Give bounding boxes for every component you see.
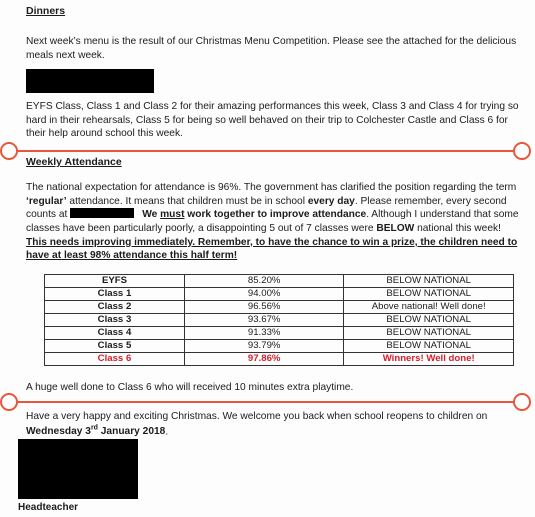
headteacher-label: Headteacher [18,502,79,513]
closing-date-part: January 2018 [97,426,166,438]
redacted-inline [70,208,134,218]
attendance-table [44,274,514,366]
divider-line [14,150,521,152]
attendance-text-bold: ‘regular’ [26,195,67,207]
class-cell: Class 3 [45,314,185,327]
divider-line [14,401,521,403]
percent-cell: 96.56% [184,301,343,314]
attendance-text-bold: BELOW [376,223,415,235]
table-row [45,288,514,301]
divider-ring-icon [0,142,18,160]
closing-text-part: Have a very happy and exciting Christmas. We welcome you back when school reopens to children on [26,411,488,422]
status-cell: BELOW NATIONAL [344,327,514,340]
status-cell: BELOW NATIONAL [344,275,514,288]
attendance-text: . Although I understand that some classes have been particularly poorly, a disappointing 5 out of 7 classes were [26,209,519,235]
status-cell: Above national! Well done! [344,301,514,314]
well-done-text: A huge well done to Class 6 who will received 10 minutes extra playtime. [26,382,354,393]
attendance-text-bold: work together to improve attendance [184,209,367,221]
percent-cell: 93.79% [184,340,343,353]
closing-date-part: Wednesday 3 [26,426,91,438]
attendance-text: The national expectation for attendance is 96%. The government has clarified the position regarding the term [26,182,517,193]
redacted-block [26,69,154,93]
attendance-table-body [45,275,514,366]
attendance-paragraph [26,181,520,263]
attendance-heading: Weekly Attendance [26,156,122,168]
attendance-text: national this week! [414,223,501,235]
percent-cell: 91.33% [184,327,343,340]
attendance-text-bold: We [142,209,161,221]
divider-ring-icon [0,393,18,411]
table-row [45,327,514,340]
praise-text: EYFS Class, Class 1 and Class 2 for their amazing performances this week, Class 3 and Class 4 for trying so hard in their rehearsals, Class 5 for being so well behaved on their trip to Colchester Castle and Class 6 for their help around school this week. [26,101,519,140]
closing-text [26,410,520,439]
divider-ring-icon [513,393,531,411]
attendance-text-bold: every day [307,195,355,207]
class-cell: Class 1 [45,288,185,301]
dinners-heading: Dinners [26,5,66,17]
divider-ring-icon [513,142,531,160]
dinners-text: Next week’s menu is the result of our Christmas Menu Competition. Please see the attached for the delicious meals next week. [26,36,517,61]
status-cell: Winners! Well done! [344,353,514,366]
class-cell: Class 6 [45,353,185,366]
class-cell: Class 2 [45,301,185,314]
percent-cell: 97.86% [184,353,343,366]
table-row [45,340,514,353]
table-row [45,301,514,314]
attendance-text-bold: must [160,209,185,221]
class-cell: Class 5 [45,340,185,353]
redacted-signature [18,439,138,499]
class-cell: EYFS [45,275,185,288]
attendance-text-bold: This needs improving immediately. Remember, to have the chance to win a prize, the children need to have at least 98% attendance this half term! [26,236,518,262]
percent-cell: 93.67% [184,314,343,327]
status-cell: BELOW NATIONAL [344,288,514,301]
closing-date [26,426,165,437]
table-row [45,353,514,366]
attendance-text: attendance. It means that children must be in school [66,195,308,207]
class-cell: Class 4 [45,327,185,340]
status-cell: BELOW NATIONAL [344,314,514,327]
closing-date-suffix: rd [90,424,98,432]
status-cell: BELOW NATIONAL [344,340,514,353]
percent-cell: 94.00% [184,288,343,301]
attendance-text: . Please remember, every second counts at [26,195,507,221]
percent-cell: 85.20% [184,275,343,288]
table-row [45,275,514,288]
table-row [45,314,514,327]
closing-text-part: . [165,426,169,438]
section-divider [0,392,535,412]
